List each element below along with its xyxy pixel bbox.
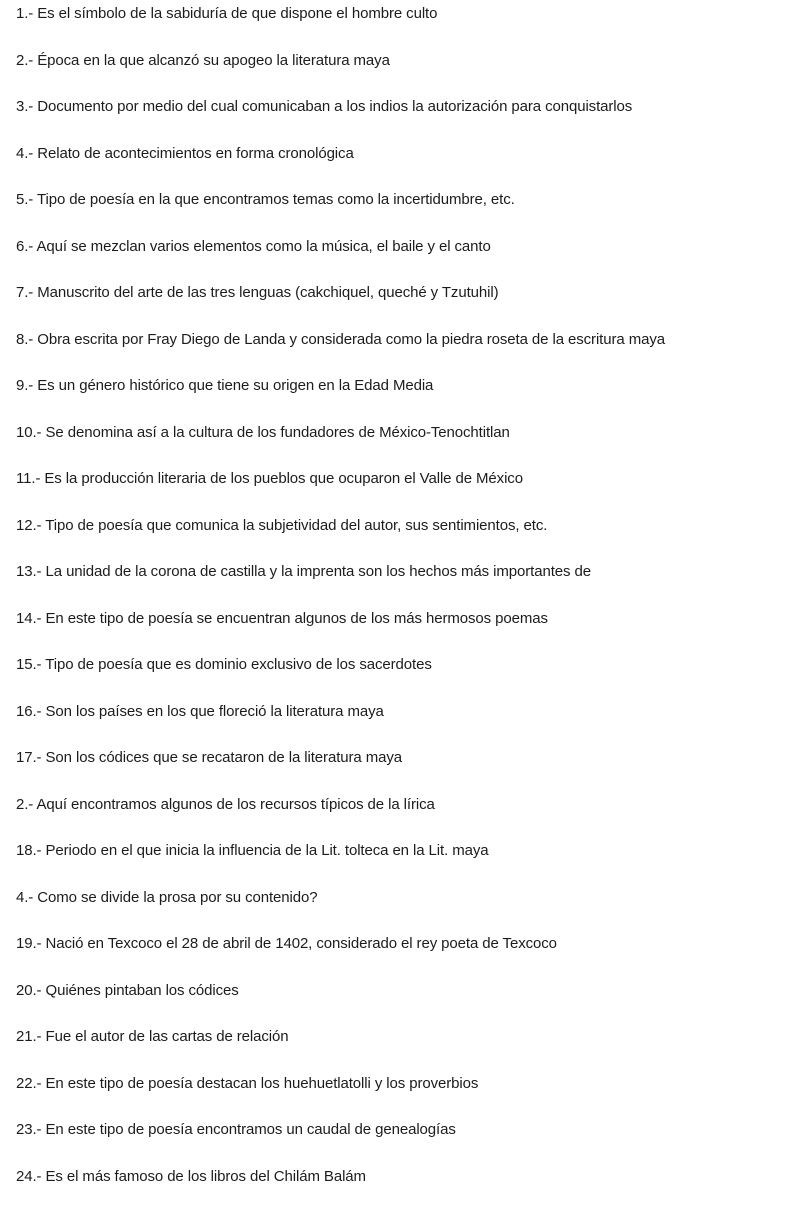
question-item: 16.- Son los países en los que floreció la literatura maya bbox=[16, 703, 384, 720]
question-item: 18.- Periodo en el que inicia la influencia de la Lit. tolteca en la Lit. maya bbox=[16, 842, 489, 859]
question-item: 15.- Tipo de poesía que es dominio exclusivo de los sacerdotes bbox=[16, 656, 432, 673]
question-item: 3.- Documento por medio del cual comunicaban a los indios la autorización para conquistarlos bbox=[16, 98, 633, 115]
question-item: 23.- En este tipo de poesía encontramos un caudal de genealogías bbox=[16, 1121, 456, 1138]
question-item: 19.- Nació en Texcoco el 28 de abril de 1402, considerado el rey poeta de Texcoco bbox=[16, 935, 557, 952]
question-item: 11.- Es la producción literaria de los pueblos que ocuparon el Valle de México bbox=[16, 470, 523, 487]
question-item: 21.- Fue el autor de las cartas de relación bbox=[16, 1028, 289, 1045]
question-item: 22.- En este tipo de poesía destacan los huehuetlatolli y los proverbios bbox=[16, 1075, 479, 1092]
question-item: 24.- Es el más famoso de los libros del Chilám Balám bbox=[16, 1168, 366, 1185]
question-item: 7.- Manuscrito del arte de las tres lenguas (cakchiquel, queché y Tzutuhil) bbox=[16, 284, 499, 301]
question-item: 17.- Son los códices que se recataron de la literatura maya bbox=[16, 749, 402, 766]
question-item: 4.- Como se divide la prosa por su contenido? bbox=[16, 889, 318, 906]
question-item: 4.- Relato de acontecimientos en forma cronológica bbox=[16, 145, 354, 162]
question-item: 20.- Quiénes pintaban los códices bbox=[16, 982, 239, 999]
question-item: 10.- Se denomina así a la cultura de los fundadores de México-Tenochtitlan bbox=[16, 424, 510, 441]
question-item: 13.- La unidad de la corona de castilla y la imprenta son los hechos más importantes de bbox=[16, 563, 591, 580]
question-item: 5.- Tipo de poesía en la que encontramos temas como la incertidumbre, etc. bbox=[16, 191, 515, 208]
question-item: 6.- Aquí se mezclan varios elementos como la música, el baile y el canto bbox=[16, 238, 491, 255]
question-item: 8.- Obra escrita por Fray Diego de Landa y considerada como la piedra roseta de la escritura maya bbox=[16, 331, 665, 348]
question-item: 2.- Época en la que alcanzó su apogeo la literatura maya bbox=[16, 52, 390, 69]
question-item: 9.- Es un género histórico que tiene su origen en la Edad Media bbox=[16, 377, 434, 394]
question-item: 1.- Es el símbolo de la sabiduría de que dispone el hombre culto bbox=[16, 5, 438, 22]
question-item: 14.- En este tipo de poesía se encuentran algunos de los más hermosos poemas bbox=[16, 610, 548, 627]
question-item: 2.- Aquí encontramos algunos de los recursos típicos de la lírica bbox=[16, 796, 435, 813]
question-item: 12.- Tipo de poesía que comunica la subjetividad del autor, sus sentimientos, etc. bbox=[16, 517, 548, 534]
